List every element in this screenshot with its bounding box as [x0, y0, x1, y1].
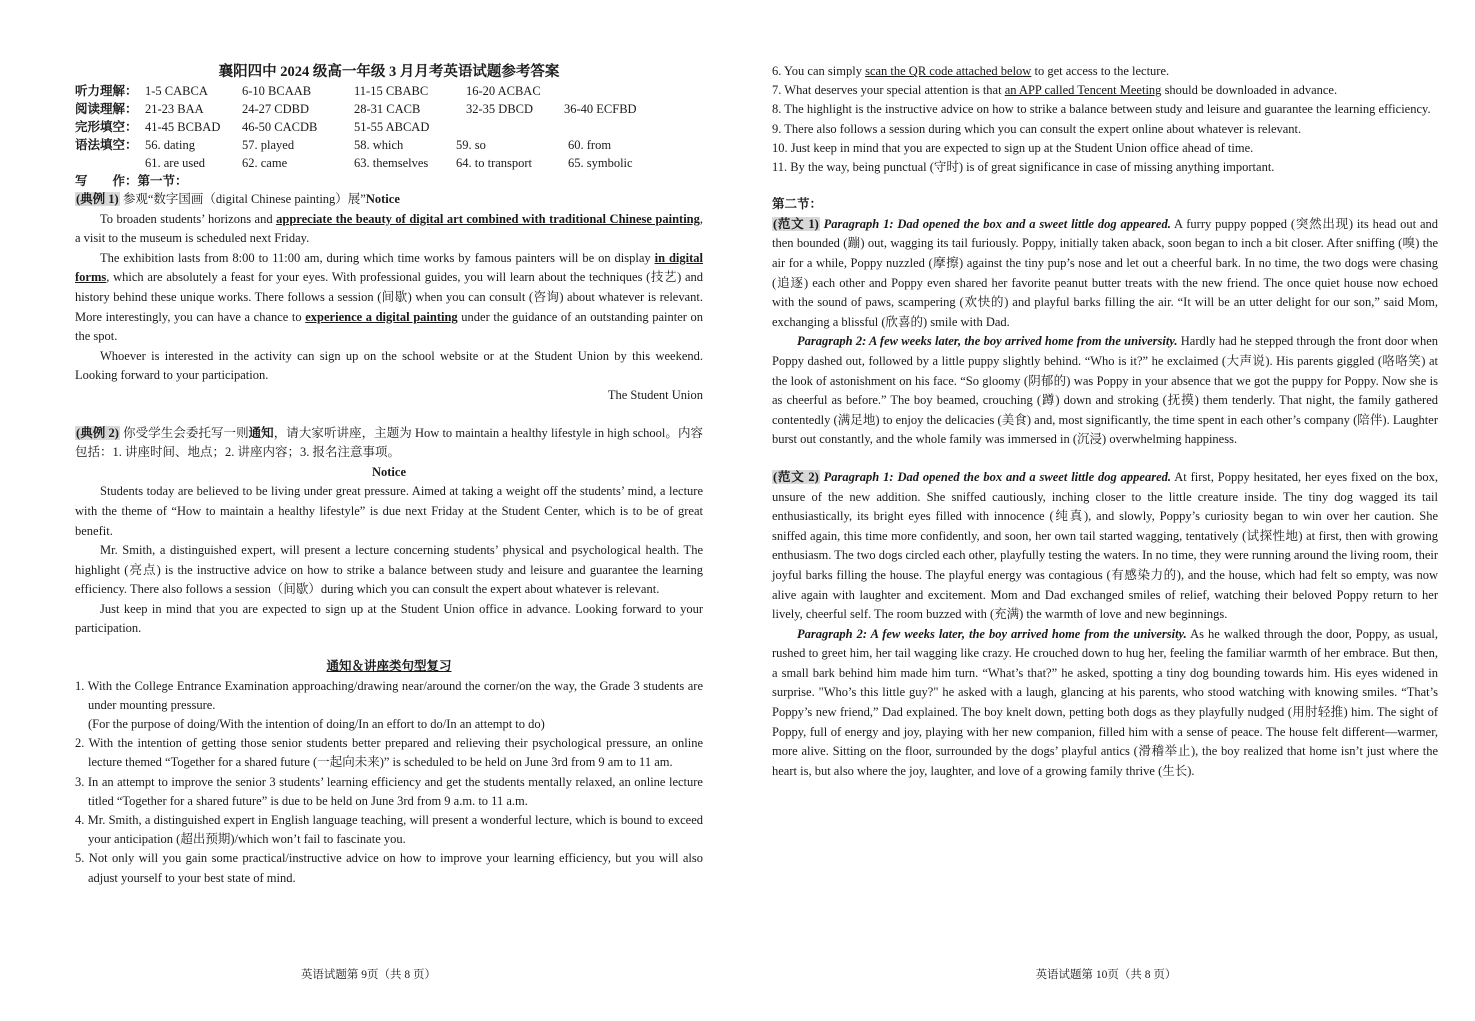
example-2-paragraph-1: Students today are believed to be living under great pressure. Aimed at taking a weight off the students’ mind, a lecture with the theme of “How to maintain a healthy lifestyle” is due next Friday at the Student Center, which is to be of great benefit.: [75, 484, 703, 538]
answer-item: 63. themselves: [354, 156, 429, 170]
answer-label: 语法填空：: [75, 138, 138, 152]
list-item: 9. There also follows a session during which you can consult the expert online about whatever is relevant.: [772, 121, 1302, 136]
list-item: 7. What deserves your special attention is that an APP called Tencent Meeting should be downloaded in advance.: [772, 83, 1338, 98]
model-essay-1: [772, 215, 1438, 450]
left-page: [0, 0, 737, 1021]
answer-item: 65. symbolic: [568, 156, 633, 170]
answer-item: 24-27 CDBD: [242, 102, 310, 116]
answer-key-title: 襄阳四中 2024 级高一年级 3 月月考英语试题参考答案: [218, 64, 560, 80]
example-2-prompt: (典例 2) 你受学生会委托写一则通知，请大家听讲座，主题为 How to maintain a healthy lifestyle in high school。内容包括：1. 讲座时间、地点；2. 讲座内容；3. 报名注意事项。: [75, 425, 703, 460]
page-footer: 英语试题第 10页（共 8 页）: [1035, 969, 1177, 981]
example-tag: (典例 1): [76, 192, 119, 206]
answer-item: 32-35 DBCD: [466, 102, 534, 116]
list-item: 2. With the intention of getting those senior students better prepared and relieving their psychological pressure, an online lecture themed “Together for a shared future (一起向未来)” is scheduled to be held on June 3rd from 9 am to 11 am.: [75, 736, 703, 770]
writing-label: 写 作：第一节：: [75, 174, 188, 188]
model-tag: (范文 2): [773, 469, 819, 484]
answer-item: 46-50 CACDB: [242, 120, 318, 134]
model-2-paragraph-1: (范文 2) Paragraph 1: Dad opened the box and a sweet little dog appeared. At first, Poppy hesitated, her eyes fixed on the box, unsure of the new addition. She sniffed cautiously, inching closer to the little creature inside. The tiny dog wagged its tail enthusiastically, its bright eyes filled with innocence (纯真), and slowly, Poppy’s curiosity began to win over her caution. She sniffed again, this time more confidently, and soon, her own tail started wagging, tentatively (试探性地) at first, then with growing enthusiasm. The two dogs circled each other, playfully testing the waters. In no time, they were running around the living room, their joyful barks filling the house. The playful energy was contagious (有感染力的), and the house, which had felt so empty, was now alive again with laughter and excitement. Mom and Dad exchanged smiles of relief, watching their beloved Poppy return to her lively, cheerful self. The room buzzed with (充满) the warmth of love and new beginnings.: [772, 469, 1439, 622]
review-title: 通知＆讲座类句型复习: [326, 659, 452, 674]
left-column: [75, 62, 703, 888]
answer-label: 完形填空：: [75, 120, 138, 134]
list-item: 3. In an attempt to improve the senior 3 students’ learning efficiency and get the students mentally relaxed, an online lecture titled “Together for a shared future” is due to be held on June 3rd from 9 a.m. to 11 a.m.: [75, 774, 703, 808]
example-1-heading: (典例 1) 参观“数字国画（digital Chinese painting）展”Notice: [76, 192, 400, 206]
answer-item: 58. which: [354, 138, 404, 152]
answer-row-listening: [75, 82, 703, 100]
answer-item: 62. came: [242, 156, 288, 170]
example-1-signature: The Student Union: [607, 387, 703, 402]
list-item: 5. Not only will you gain some practical/instructive advice on how to improve your learning efficiency, but you will also adjust yourself to your best state of mind.: [75, 851, 703, 885]
list-item: 8. The highlight is the instructive advice on how to strike a balance between study and leisure and guarantee the learning efficiency.: [772, 102, 1431, 117]
answer-item: 51-55 ABCAD: [354, 120, 430, 134]
section-2-label: 第二节：: [772, 197, 823, 212]
list-item: 11. By the way, being punctual (守时) is of great significance in case of missing anything important.: [772, 160, 1275, 175]
answer-item: 21-23 BAA: [145, 102, 204, 116]
answer-row-grammar: [75, 136, 703, 154]
example-1-paragraph-3: Whoever is interested in the activity can sign up on the school website or at the Student Union by this weekend. Looking forward to your participation.: [75, 348, 703, 383]
example-2-paragraph-3: Just keep in mind that you are expected to sign up at the Student Union office in advance. Looking forward to your participation.: [75, 601, 703, 636]
list-item: 1. With the College Entrance Examination approaching/drawing near/around the corner/on the way, the Grade 3 students are under mounting pressure.: [75, 678, 703, 712]
answer-item: 16-20 ACBAC: [466, 84, 541, 98]
answer-label: 阅读理解：: [75, 102, 138, 116]
answer-item: 61. are used: [145, 156, 206, 170]
answer-row-grammar-2: [75, 154, 703, 172]
answer-item: 28-31 CACB: [354, 102, 421, 116]
example-2-heading: Notice: [371, 464, 406, 479]
list-item: 4. Mr. Smith, a distinguished expert in English language teaching, will present a wonderful lecture, which is bound to exceed your anticipation (超出预期)/which won’t fail to fascinate you.: [75, 813, 703, 847]
answer-item: 64. to transport: [456, 156, 533, 170]
answer-item: 6-10 BCAAB: [242, 84, 312, 98]
answer-item: 1-5 CABCA: [145, 84, 208, 98]
answer-item: 36-40 ECFBD: [564, 102, 637, 116]
answer-row-cloze: [75, 118, 703, 136]
right-page: [737, 0, 1475, 1021]
model-essay-2: [772, 468, 1438, 782]
model-2-paragraph-2: Paragraph 2: A few weeks later, the boy arrived home from the university. As he walked through the door, Poppy, as usual, rushed to greet him, her tail wagging like crazy. He crouched down to hug her, feeling the familiar warmth of her embrace. But then, a small bark behind him made him turn. “What’s that?” he asked, spotting a tiny dog bounding towards him. His eyes widened in surprise. "Who’s this little guy?" he asked with a laugh, glancing at his parents, who stood watching with knowing smiles. “That’s Poppy’s new friend,” Dad explained. The boy knelt down, petting both dogs as they playfully nudged (用肘轻推) him. The sight of Poppy, full of energy and joy, playing with her new companion, filled him with a sense of peace. The house felt different—warmer, more alive. Sitting on the floor, surrounded by the dogs’ playful antics (滑稽举止), the boy realized that home isn’t just where the heart is, but also where the joy, laughter, and love of a growing family thrive (生长).: [772, 626, 1438, 778]
answer-label: 听力理解：: [75, 84, 138, 98]
list-item: 6. You can simply scan the QR code attached below to get access to the lecture.: [772, 64, 1170, 78]
model-1-paragraph-2: Paragraph 2: A few weeks later, the boy arrived home from the university. Hardly had he stepped through the front door when Poppy dashed out, followed by a little puppy slightly behind. “Who is it?” he exclaimed (大声说). His parents giggled (咯咯笑) at the look of astonishment on his face. “So gloomy (阴郁的) was Poppy in your absence that we got the puppy for Poppy. Now she is as cheerful as before.” The boy beamed, crouching (蹲) down and stroking (抚摸) them tenderly. That night, the family gathered contentedly (满足地) to enjoy the delicacies (美食) and, most significantly, the time spent in each other’s company (陪伴). Laughter burst out constantly, and the whole family was immersed in (沉浸) overwhelming happiness.: [772, 334, 1438, 447]
example-tag: (典例 2): [76, 425, 119, 440]
answer-item: 57. played: [242, 138, 295, 152]
answer-item: 59. so: [456, 138, 486, 152]
example-1: [75, 190, 703, 406]
model-tag: (范文 1): [773, 216, 819, 231]
example-2-paragraph-2: Mr. Smith, a distinguished expert, will present a lecture concerning students’ physical and psychological health. The highlight (亮点) is the instructive advice on how to strike a balance between study and leisure and guarantee the learning efficiency. There also follows a session（间歇）during which you can consult the expert about whatever is relevant.: [75, 543, 703, 597]
right-column: [772, 62, 1438, 781]
answer-row-reading: [75, 100, 703, 118]
answer-item: 56. dating: [145, 138, 195, 152]
answer-item: 41-45 BCBAD: [145, 120, 221, 134]
example-1-paragraph-2: The exhibition lasts from 8:00 to 11:00 am, during which time works by famous painters will be on display in digital forms, which are absolutely a feast for your eyes. With professional guides, you will learn about the techniques (技艺) and history behind these unique works. There follows a session (间歇) when you can consult (咨询) about whatever is relevant. More interestingly, you can have a chance to experience a digital painting under the guidance of an outstanding painter on the spot.: [75, 250, 703, 344]
answer-item: 60. from: [568, 138, 612, 152]
example-2: [75, 424, 703, 640]
sentence-pattern-list: [75, 677, 703, 888]
answer-key: [75, 82, 703, 190]
example-1-paragraph-1: To broaden students’ horizons and appreciate the beauty of digital art combined with traditional Chinese painting, a visit to the museum is scheduled next Friday.: [75, 211, 703, 246]
model-1-paragraph-1: (范文 1) Paragraph 1: Dad opened the box and a sweet little dog appeared. A furry puppy popped (突然出现) its head out and then bounded (蹦) out, wagging its tail furiously. Poppy, initially taken aback, soon began to inch a bit closer. After sniffing (嗅) the air for a while, Poppy nuzzled (摩擦) against the tiny pup’s nose and let out a cheerful bark. In no time, the two dogs were chasing (追逐) each other and Poppy even shared her favorite peanut butter treats with the new friend. The once quiet house now echoed with the sound of paws, scampering (欢快的) and playful barks filling the air. “It will be an utter delight for our son,” said Mom, exchanging a blissful (欣喜的) smile with Dad.: [772, 216, 1438, 329]
sentence-pattern-list-continued: [772, 62, 1438, 177]
answer-item: 11-15 CBABC: [354, 84, 429, 98]
page-footer: 英语试题第 9页（共 8 页）: [300, 969, 437, 981]
list-item: 10. Just keep in mind that you are expected to sign up at the Student Union office ahead of time.: [772, 140, 1254, 155]
list-item: (For the purpose of doing/With the intention of doing/In an effort to do/In an attempt to do): [88, 717, 545, 732]
